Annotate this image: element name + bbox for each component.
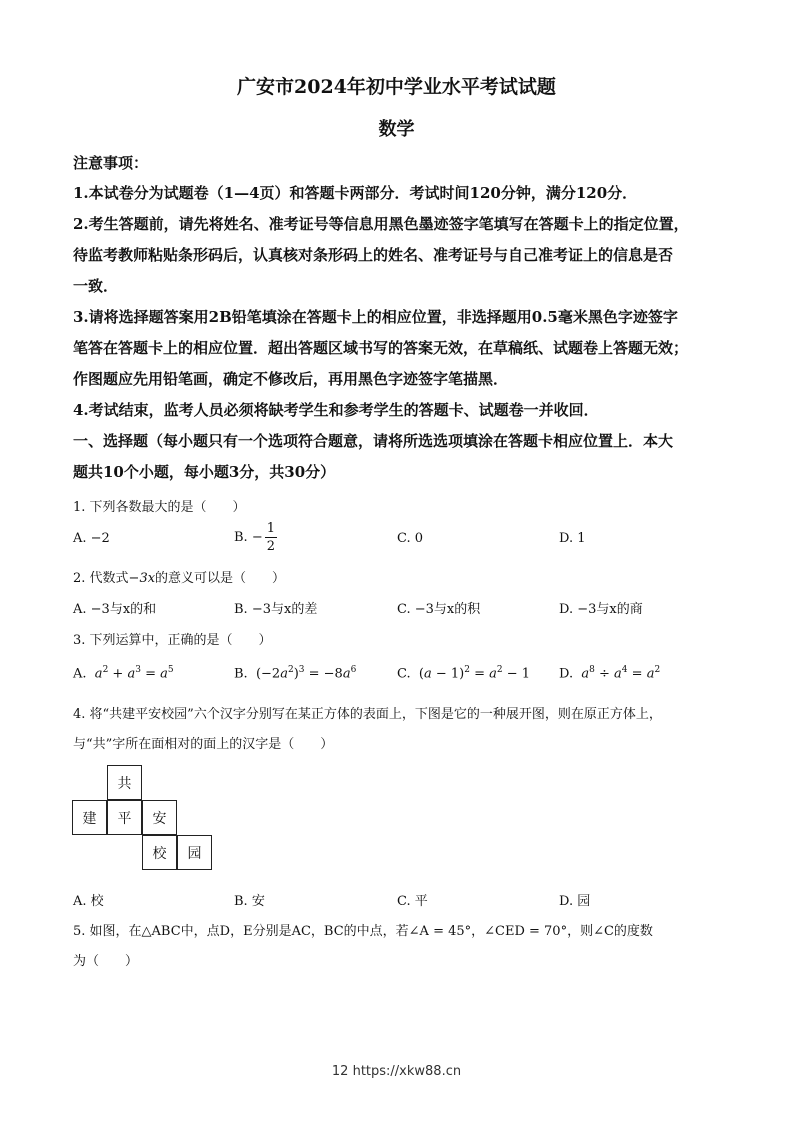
q2-option-a: A. −3与x的和: [73, 602, 157, 617]
notes-line-1: 1.本试卷分为试题卷（1—4页）和答题卡两部分．考试时间120分钟，满分120分．: [73, 184, 638, 202]
notes-heading: 注意事项：: [73, 154, 149, 172]
q1-option-d: D. 1: [559, 531, 586, 546]
q1-option-b: B. − $\frac{1}{2}$: [234, 521, 275, 554]
net-cell-ping: 平: [107, 800, 142, 835]
exam-subject: 数学: [378, 119, 415, 140]
q1-stem: 1. 下列各数最大的是（ ）: [73, 500, 246, 515]
q4-option-b: B. 安: [234, 894, 265, 909]
net-cell-xiao: 校: [142, 835, 177, 870]
notes-line-5: 3.请将选择题答案用2B铅笔填涂在答题卡上的相应位置，非选择题用0.5毫米黑色字迹签字: [73, 308, 678, 326]
section1-line-1: 一、选择题（每小题只有一个选项符合题意，请将所选选项填涂在答题卡相应位置上．本大: [73, 432, 674, 450]
notes-line-3: 待监考教师粘贴条形码后，认真核对条形码上的姓名、准考证号与自己准考证上的信息是否: [73, 246, 674, 264]
notes-line-2: 2.考生答题前，请先将姓名、准考证号等信息用黑色墨迹签字笔填写在答题卡上的指定位置，: [73, 215, 689, 233]
net-cell-an: 安: [142, 800, 177, 835]
q3-option-a: A. $a^2 + a^3 = a^5$: [73, 665, 174, 682]
section1-line-2: 题共10个小题，每小题3分，共30分）: [73, 463, 336, 481]
notes-line-8: 4.考试结束，监考人员必须将缺考学生和参考学生的答题卡、试题卷一并收回．: [73, 401, 599, 419]
q4-option-c: C. 平: [397, 894, 428, 909]
q1-option-c: C. 0: [397, 531, 424, 546]
notes-line-4: 一致．: [73, 277, 119, 295]
q4-option-a: A. 校: [73, 894, 104, 909]
q3-option-c: C. $(a - 1)^2 = a^2 - 1$: [397, 665, 531, 682]
q3-option-b: B. $(-2a^2)^3 = -8a^6$: [234, 665, 357, 682]
q1-fraction: $\frac{1}{2}$: [266, 521, 275, 554]
net-cell-yuan: 园: [177, 835, 212, 870]
q1-option-a: A. −2: [73, 531, 110, 546]
net-cell-jian: 建: [72, 800, 107, 835]
notes-line-7: 作图题应先用铅笔画，确定不修改后，再用黑色字迹签字笔描黑．: [73, 370, 509, 388]
net-cell-gong: 共: [107, 765, 142, 800]
q2-option-b: B. −3与x的差: [234, 602, 318, 617]
q3-stem: 3. 下列运算中，正确的是（ ）: [73, 633, 272, 648]
q3-option-d: D. $a^8 \div a^4 = a^2$: [559, 665, 661, 682]
q5-stem-line-1: 5. 如图，在△ABC中，点D，E分别是AC，BC的中点，若∠A = 45°，∠CED = 70°，则∠C的度数: [73, 924, 653, 939]
q4-option-d: D. 园: [559, 894, 591, 909]
exam-title: 广安市2024年初中学业水平考试试题: [237, 76, 556, 98]
q2-option-c: C. −3与x的积: [397, 602, 481, 617]
q2-option-d: D. −3与x的商: [559, 602, 643, 617]
notes-line-6: 笔答在答题卡上的相应位置．超出答题区域书写的答案无效，在草稿纸、试题卷上答题无效；: [73, 339, 689, 357]
q2-stem: 2. 代数式−3x的意义可以是（ ）: [73, 571, 286, 586]
q4-stem-line-1: 4. 将“共建平安校园”六个汉字分别写在某正方体的表面上，下图是它的一种展开图，则在原正方体上，: [73, 707, 662, 722]
q4-stem-line-2: 与“共”字所在面相对的面上的汉字是（ ）: [73, 737, 334, 752]
q5-stem-line-2: 为（ ）: [73, 954, 139, 969]
page-footer: 12 https://xkw88.cn: [331, 1064, 462, 1079]
